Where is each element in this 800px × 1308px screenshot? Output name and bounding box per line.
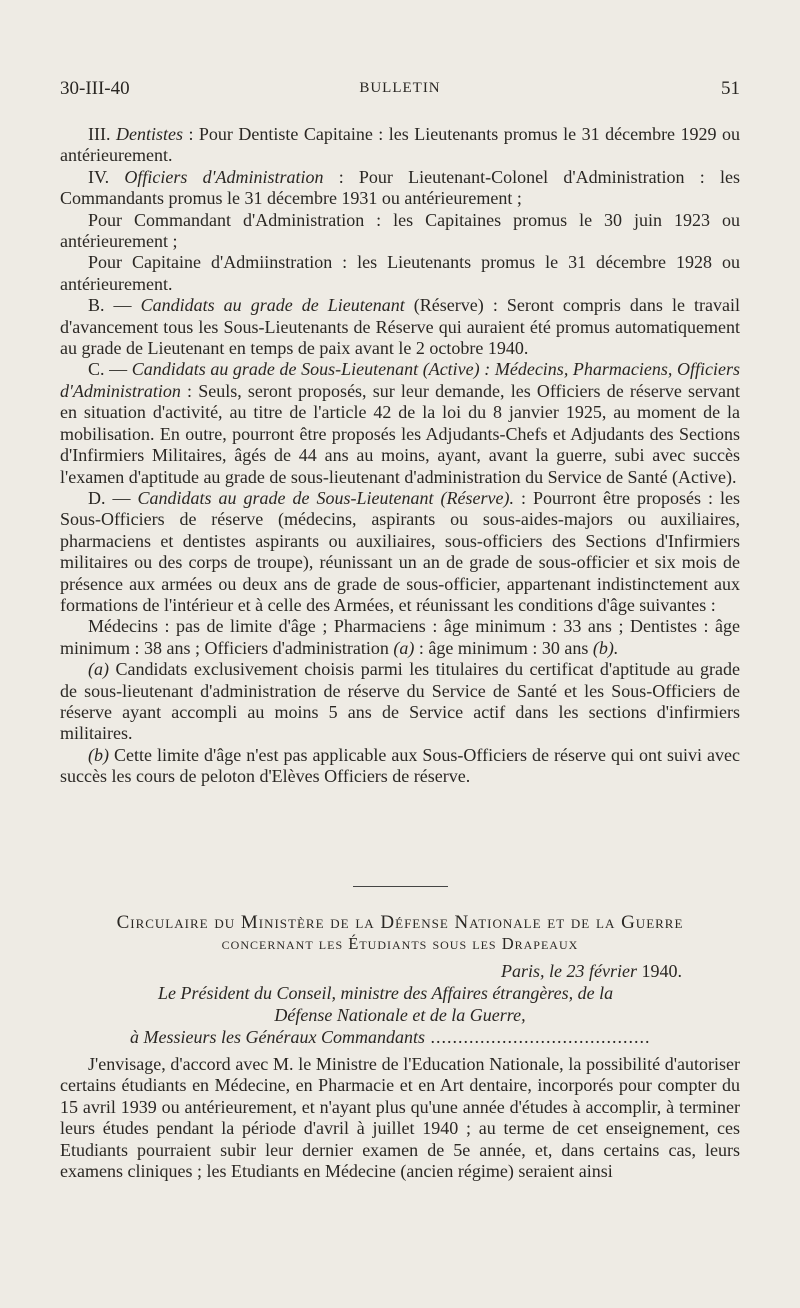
paragraph-capitaine: Pour Capitaine d'Admiinstration : les Lieutenants promus le 31 décembre 1928 ou antérieurement. <box>60 252 740 294</box>
paragraph-text: (Réserve) : Seront compris dans le travail d'avancement tous les Sous-Lieutenants de Réserve qui auraient été promus automatiquement au grade de Lieutenant en temps de paix avant le 2 octobre 1940. <box>60 295 740 359</box>
page-header <box>60 78 740 108</box>
president-line1: Le Président du Conseil, ministre des Affaires étrangères, de la <box>158 983 614 1003</box>
paragraph-number: C. — <box>88 359 132 380</box>
paragraph-text: Médecins : pas de limite d'âge ; Pharmaciens : âge minimum : 33 ans ; Dentistes : âge minimum : 38 ans ; Officiers d'administration <box>60 616 740 658</box>
paragraph-lieutenant <box>60 295 740 359</box>
footnote-ref-b: (b). <box>592 637 619 658</box>
addressee <box>60 1026 740 1048</box>
footnote-mark: (a) <box>88 659 109 680</box>
circular-body-paragraph: J'envisage, d'accord avec M. le Ministre de l'Education Nationale, la possibilité d'autoriser certains étudiants en Médecine, en Pharmacie et en Art dentaire, incorporés pour compter du 15 avril 1939 ou antérieurement, et n'ayant plus qu'une année d'études à accomplir, à terminer leurs études pendant la période d'avril à juillet 1940 ; au terme de cet enseignement, ces Etudiants pourraient subir leur dernier examen de 5e année, et, dans certains cas, leurs examens cliniques ; les Etudiants en Médecine (ancien régime) seraient ainsi <box>60 1054 740 1182</box>
page-number: 51 <box>721 78 740 99</box>
footnote-text: Cette limite d'âge n'est pas applicable aux Sous-Officiers de réserve qui ont suivi avec succès les cours de peloton d'Elèves Officiers de réserve. <box>60 744 740 787</box>
circular-title-line2: concernant les Étudiants sous les Drapeaux <box>221 934 579 953</box>
paragraph-heading: Officiers d'Administration <box>124 166 324 187</box>
paragraph-number: D. — <box>88 487 138 508</box>
paragraph-text: : Pour Dentiste Capitaine : les Lieutenants promus le 31 décembre 1929 ou antérieurement. <box>60 124 740 166</box>
footnote-a <box>60 659 740 745</box>
paragraph-heading: Candidats au grade de Sous-Lieutenant (Réserve). <box>137 487 514 508</box>
president-line2: Défense Nationale et de la Guerre, <box>274 1005 526 1025</box>
footnote-mark: (b) <box>88 744 109 765</box>
circular-date <box>60 960 740 982</box>
paragraph-heading: Candidats au grade de Lieutenant <box>140 295 405 316</box>
paragraph-text: : Pourront être proposés : les Sous-Officiers de réserve (médecins, aspirants ou sous-aides-majors ou auxiliaires, pharmaciens et dentistes aspirants ou auxiliaires, sous-officiers des Sections d'Infirmiers militaires ou des corps de troupe), réunissant un an de grade de sous-officier et six mois de présence aux armées ou deux ans de grade de sous-officier, appartenant indistinctement aux formations de l'intérieur et à celle des Armées, et réunissant les conditions d'âge suivantes : <box>60 487 741 615</box>
circular-title-line1: Circulaire du Ministère de la Défense Nationale et de la Guerre <box>116 912 684 933</box>
paragraph-dentistes <box>60 124 740 167</box>
paragraph-text: : Pour Lieutenant-Colonel d'Administration : les Commandants promus le 31 décembre 1931 ou antérieurement ; <box>60 166 740 209</box>
circular-meta <box>60 960 740 1048</box>
paragraph-number: IV. <box>88 166 125 187</box>
footnote-b <box>60 745 740 788</box>
paragraph-commandant: Pour Commandant d'Administration : les Capitaines promus le 30 juin 1923 ou antérieurement ; <box>60 209 740 252</box>
footnote-ref-a: (a) <box>393 637 415 658</box>
section-divider <box>353 886 448 887</box>
paragraph-text: : âge minimum : 30 ans <box>414 637 593 658</box>
paragraph-number: B. — <box>88 295 141 316</box>
header-date: 30-III-40 <box>60 78 130 99</box>
addressee-text: à Messieurs les Généraux Commandants <box>130 1027 425 1047</box>
paragraph-age-conditions <box>60 616 740 659</box>
paragraph-sous-lieutenant-active <box>60 359 740 487</box>
addressee-dots: ........................................ <box>424 1027 651 1047</box>
paragraph-heading: Dentistes <box>115 124 183 144</box>
footnote-text: Candidats exclusivement choisis parmi les titulaires du certificat d'aptitude au grade de sous-lieutenant d'administration de réserve du Service de Santé et les Sous-Officiers de réserve ayant accompli au moins 5 ans de Service actif dans les sections d'infirmiers militaires. <box>60 659 740 744</box>
date-place: Paris, le 23 février <box>501 961 637 981</box>
header-title: BULLETIN <box>359 80 441 96</box>
main-text <box>60 124 740 788</box>
paragraph-text: : Seuls, seront proposés, sur leur demande, les Officiers de réserve servant en situation d'activité, au titre de l'article 42 de la loi du 8 janvier 1925, au moment de la mobilisation. En outre, pourront être proposés les Adjudants-Chefs et Adjudants des Sections d'Infirmiers Militaires, âgés de 44 ans au moins, ayant, avant la guerre, subi avec succès l'examen d'aptitude au grade de sous-lieutenant d'administration du Service de Santé (Active). <box>60 380 740 487</box>
circular-body <box>60 1054 740 1182</box>
paragraph-sous-lieutenant-reserve <box>60 488 740 616</box>
date-year: 1940. <box>637 961 682 981</box>
paragraph-heading: Candidats au grade de Sous-Lieutenant (Active) : Médecins, Pharmaciens, Officiers d'Administration <box>60 359 740 401</box>
paragraph-number: III. <box>88 124 116 144</box>
circular-title <box>60 912 740 954</box>
paragraph-officiers-administration <box>60 167 740 210</box>
